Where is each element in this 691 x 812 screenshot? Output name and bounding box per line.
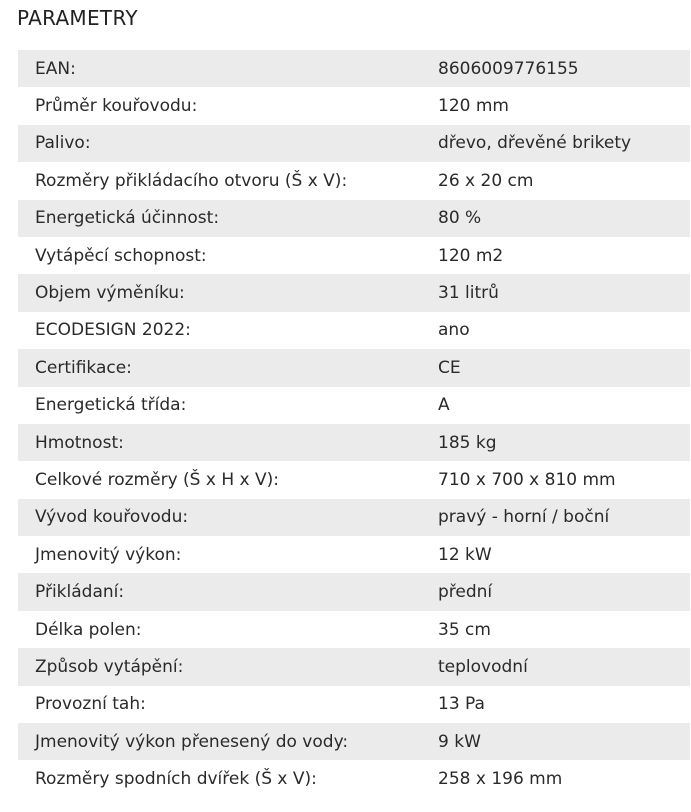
param-label: Přikládaní: (35, 582, 125, 603)
param-label: Rozměry přikládacího otvoru (Š x V): (35, 170, 348, 191)
param-value: A (438, 395, 450, 416)
param-label: Způsob vytápění: (35, 656, 184, 677)
param-label: Délka polen: (35, 619, 142, 640)
table-row (18, 87, 690, 124)
table-row (18, 274, 690, 311)
param-value: dřevo, dřevěné brikety (438, 133, 632, 154)
param-label: Vývod kouřovodu: (35, 507, 189, 528)
param-label: Energetická třída: (35, 395, 187, 416)
param-value: 120 m2 (438, 245, 504, 266)
table-row (18, 723, 690, 760)
param-value: 120 mm (438, 96, 509, 117)
param-value: přední (438, 582, 493, 603)
table-row (18, 536, 690, 573)
param-label: Provozní tah: (35, 694, 146, 715)
section-title: PARAMETRY (17, 6, 138, 30)
param-value: 80 % (438, 208, 482, 229)
param-label: Certifikace: (35, 357, 132, 378)
table-row (18, 648, 690, 685)
param-label: EAN: (35, 58, 76, 79)
param-value: 8606009776155 (438, 58, 579, 79)
table-row (18, 50, 690, 87)
param-label: Objem výměníku: (35, 283, 185, 304)
table-row (18, 573, 690, 610)
param-value: 12 kW (438, 544, 492, 565)
table-row (18, 125, 690, 162)
table-row (18, 461, 690, 498)
table-row (18, 686, 690, 723)
parameters-table (18, 50, 690, 798)
param-label: Vytápěcí schopnost: (35, 245, 207, 266)
param-value: 9 kW (438, 731, 481, 752)
param-value: pravý - horní / boční (438, 507, 610, 528)
param-value: 31 litrů (438, 283, 499, 304)
param-value: CE (438, 357, 461, 378)
param-value: 13 Pa (438, 694, 485, 715)
param-label: Celkové rozměry (Š x H x V): (35, 469, 279, 490)
param-label: Jmenovitý výkon: (35, 544, 182, 565)
param-label: Palivo: (35, 133, 91, 154)
param-label: Průměr kouřovodu: (35, 96, 198, 117)
table-row (18, 162, 690, 199)
param-value: 710 x 700 x 810 mm (438, 469, 616, 490)
param-label: Rozměry spodních dvířek (Š x V): (35, 769, 317, 790)
table-row (18, 349, 690, 386)
table-row (18, 237, 690, 274)
table-row (18, 200, 690, 237)
param-value: 258 x 196 mm (438, 769, 563, 790)
table-row (18, 312, 690, 349)
param-label: Hmotnost: (35, 432, 124, 453)
param-label: Energetická účinnost: (35, 208, 220, 229)
param-value: teplovodní (438, 656, 528, 677)
param-value: 26 x 20 cm (438, 170, 534, 191)
table-row (18, 387, 690, 424)
table-row (18, 424, 690, 461)
param-label: ECODESIGN 2022: (35, 320, 191, 341)
param-value: 35 cm (438, 619, 491, 640)
table-row (18, 499, 690, 536)
param-label: Jmenovitý výkon přenesený do vody: (35, 731, 349, 752)
param-value: ano (438, 320, 470, 341)
table-row (18, 611, 690, 648)
param-value: 185 kg (438, 432, 497, 453)
table-row (18, 760, 690, 797)
